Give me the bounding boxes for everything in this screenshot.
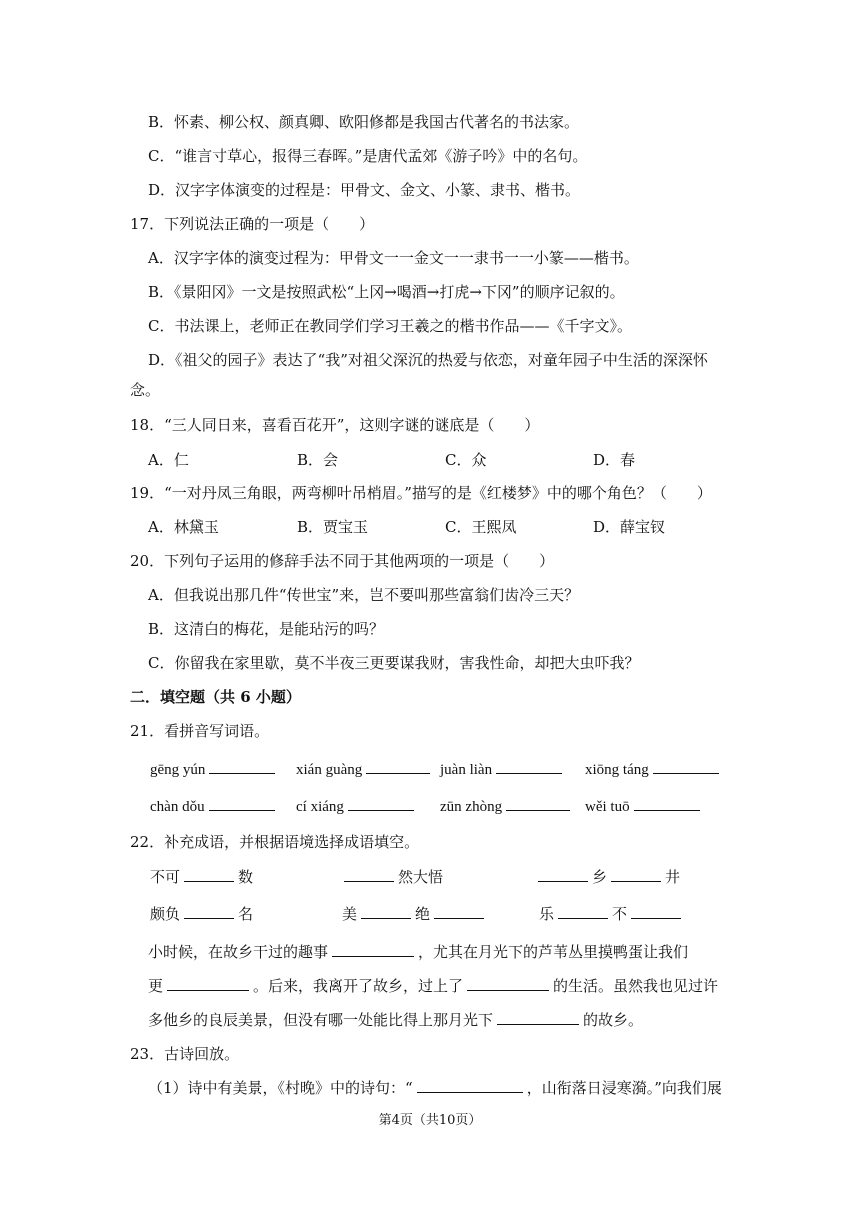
q16-option-d: D．汉字字体演变的过程是：甲骨文、金文、小篆、隶书、楷书。: [148, 181, 581, 199]
answer-blank[interactable]: [167, 976, 249, 991]
q17-stem: 17．下列说法正确的一项是（ ）: [130, 215, 375, 233]
context-paragraph: 小时候，在故乡干过的趣事 ，尤其在月光下的芦苇丛里摸鸭蛋让我们: [148, 943, 689, 961]
q20-stem: 20．下列句子运用的修辞手法不同于其他两项的一项是（ ）: [130, 552, 555, 570]
q18-stem: 18．“三人同日来，喜看百花开”，这则字谜的谜底是（ ）: [130, 416, 540, 434]
pinyin-item: xián guàng: [296, 759, 434, 780]
answer-blank[interactable]: [184, 867, 234, 882]
q20-option-a: A．但我说出那几件“传世宝”来，岂不要叫那些富翁们齿冷三天？: [148, 586, 580, 604]
answer-blank[interactable]: [611, 867, 661, 882]
idiom-item: 美 绝: [342, 904, 488, 924]
pinyin-item: gēng yún: [150, 759, 279, 780]
answer-blank[interactable]: [348, 796, 414, 811]
q22-stem: 22．补充成语，并根据语境选择成语填空。: [130, 833, 420, 851]
pinyin-item: chàn dǒu: [150, 796, 279, 817]
answer-blank[interactable]: [538, 867, 588, 882]
answer-blank[interactable]: [496, 759, 562, 774]
q18-option-a: A．仁: [148, 451, 189, 469]
answer-blank[interactable]: [209, 796, 275, 811]
idiom-item: 乐 不: [539, 904, 685, 924]
pinyin-item: juàn liàn: [440, 759, 566, 780]
answer-blank[interactable]: [497, 1010, 579, 1025]
answer-blank[interactable]: [506, 796, 570, 811]
q19-option-d: D．薛宝钗: [593, 518, 666, 536]
pinyin-item: wěi tuō: [585, 796, 704, 817]
answer-blank[interactable]: [184, 904, 234, 919]
answer-blank[interactable]: [634, 796, 700, 811]
q19-option-a: A．林黛玉: [148, 518, 219, 536]
section-heading: 二．填空题（共 6 小题）: [130, 688, 301, 706]
q20-option-b: B．这清白的梅花，是能玷污的吗？: [148, 620, 385, 638]
idiom-item: 乡 井: [534, 867, 680, 887]
idiom-item: 然大悟: [340, 867, 443, 887]
q18-option-b: B．会: [297, 451, 339, 469]
answer-blank[interactable]: [558, 904, 608, 919]
q20-option-c: C．你留我在家里歇，莫不半夜三更要谋我财，害我性命，却把大虫吓我？: [148, 654, 640, 672]
q17-option-c: C．书法课上，老师正在教同学们学习王羲之的楷书作品——《千字文》。: [148, 317, 632, 335]
q17-option-a: A．汉字字体的演变过程为：甲骨文一一金文一一隶书一一小篆——楷书。: [148, 249, 639, 267]
answer-blank[interactable]: [332, 942, 414, 957]
answer-blank[interactable]: [417, 1078, 523, 1093]
answer-blank[interactable]: [467, 976, 549, 991]
q19-option-b: B．贾宝玉: [297, 518, 369, 536]
q16-option-c: C．“谁言寸草心，报得三春晖。”是唐代孟郊《游子吟》中的名句。: [148, 147, 588, 165]
context-paragraph: 多他乡的良辰美景，但没有哪一处能比得上那月光下 的故乡。: [148, 1011, 644, 1029]
q17-option-d-cont: 念。: [130, 381, 161, 399]
answer-blank[interactable]: [631, 904, 681, 919]
pinyin-item: xiōng táng: [585, 759, 723, 780]
q18-option-c: C．众: [445, 451, 487, 469]
idiom-item: 不可 数: [150, 868, 254, 886]
q17-option-b: B．《景阳冈》一文是按照武松“上冈→喝酒→打虎→下冈”的顺序记叙的。: [148, 283, 625, 301]
answer-blank[interactable]: [209, 759, 275, 774]
q18-option-d: D．春: [593, 451, 636, 469]
q17-option-d: D．《祖父的园子》表达了“我”对祖父深沉的热爱与依恋，对童年园子中生活的深深怀: [148, 351, 708, 369]
answer-blank[interactable]: [344, 867, 394, 882]
pinyin-item: cí xiáng: [296, 796, 418, 817]
q19-option-c: C．王熙凤: [445, 518, 517, 536]
q23-stem: 23．古诗回放。: [130, 1045, 240, 1063]
page-footer: 第4页（共10页）: [378, 1113, 482, 1128]
q23-part1: （1）诗中有美景，《村晚》中的诗句：“ ，山衔落日浸寒漪。”向我们展: [148, 1079, 722, 1097]
q21-stem: 21．看拼音写词语。: [130, 722, 270, 740]
idiom-item: 颇负 名: [150, 905, 254, 923]
answer-blank[interactable]: [434, 904, 484, 919]
answer-blank[interactable]: [653, 759, 719, 774]
pinyin-item: zūn zhòng: [440, 796, 574, 817]
answer-blank[interactable]: [361, 904, 411, 919]
context-paragraph: 更 。后来，我离开了故乡，过上了 的生活。虽然我也见过许: [148, 977, 719, 995]
answer-blank[interactable]: [366, 759, 430, 774]
q16-option-b: B．怀素、柳公权、颜真卿、欧阳修都是我国古代著名的书法家。: [148, 113, 580, 131]
q19-stem: 19．“一对丹凤三角眼，两弯柳叶吊梢眉。”描写的是《红楼梦》中的哪个角色？（ ）: [130, 484, 712, 502]
